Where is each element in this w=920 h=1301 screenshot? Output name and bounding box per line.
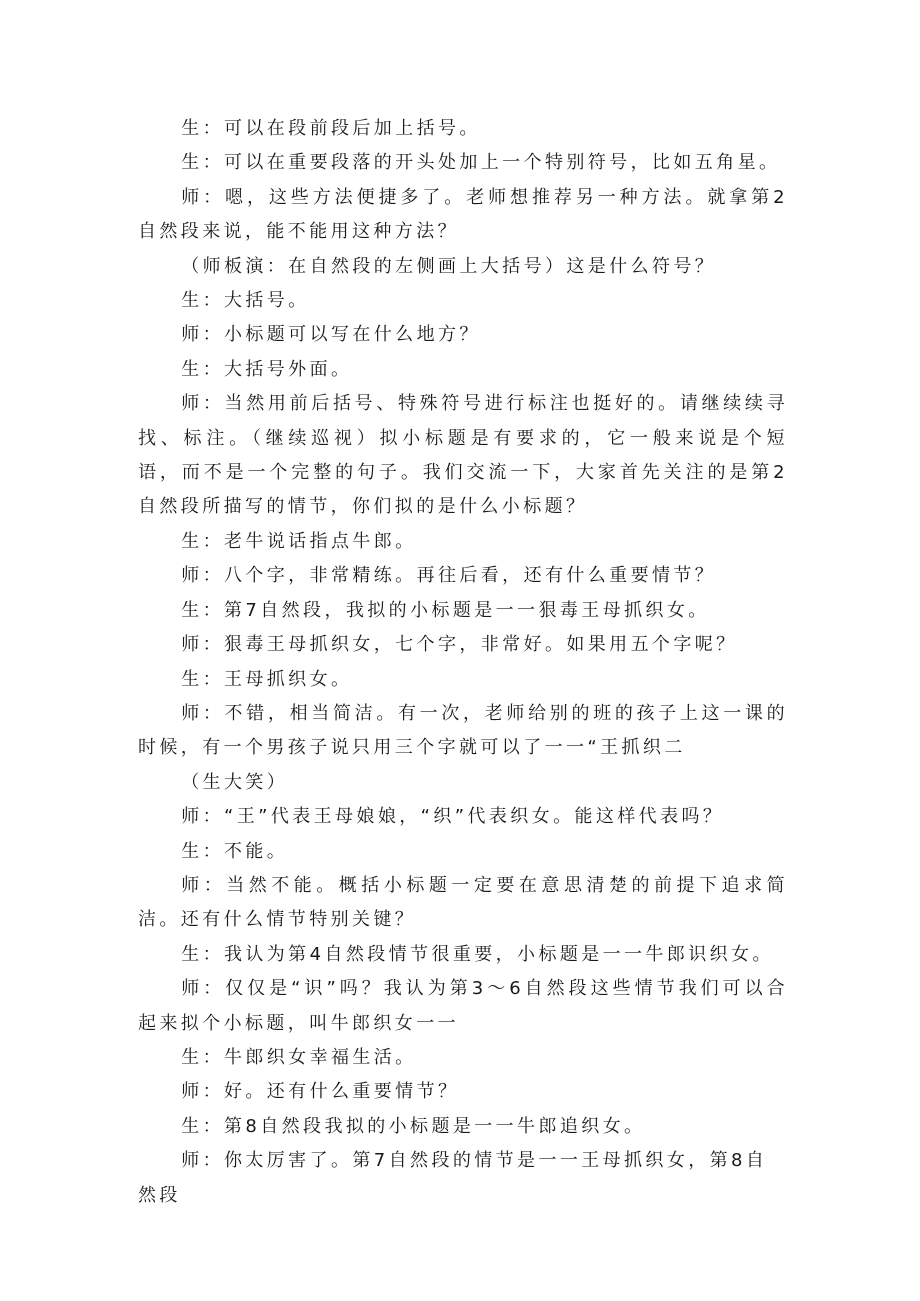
- paragraph: 生：大括号。: [181, 290, 310, 312]
- lesson-transcript: [138, 112, 788, 1213]
- paragraph: 生：老牛说话指点牛郎。: [181, 530, 417, 552]
- paragraph: 生：不能。: [181, 840, 289, 862]
- paragraph: 生：牛郎织女幸福生活。: [181, 1046, 417, 1068]
- paragraph: 师：小标题可以写在什么地方？: [181, 324, 481, 346]
- paragraph: 生：大括号外面。: [181, 358, 353, 380]
- paragraph: 师：嗯，这些方法便捷多了。老师想推荐另一种方法。就拿第2自然段来说，能不能用这种方法？: [138, 186, 788, 243]
- paragraph: 师：当然用前后括号、特殊符号进行标注也挺好的。请继续续寻找、标注。（继续巡视）拟小标题是有要求的，它一般来说是个短语，而不是一个完整的句子。我们交流一下，大家首先关注的是第2自然段所描写的情节，你们拟的是什么小标题？: [138, 393, 788, 518]
- paragraph: 师：八个字，非常精练。再往后看，还有什么重要情节？: [181, 565, 717, 587]
- paragraph: 师：好。还有什么重要情节？: [181, 1081, 460, 1103]
- paragraph: 生：王母抓织女。: [181, 668, 353, 690]
- paragraph: 师：你太厉害了。第7自然段的情节是一一王母抓织女，第8自然段: [138, 1150, 768, 1206]
- paragraph: 师：不错，相当简洁。有一次，老师给别的班的孩子上这一课的时候，有一个男孩子说只用三个字就可以了一一“王抓织二: [138, 702, 788, 759]
- paragraph: （师板演：在自然段的左侧画上大括号）这是什么符号？: [181, 255, 717, 277]
- paragraph: 生：可以在段前段后加上括号。: [181, 118, 481, 139]
- paragraph: 师：当然不能。概括小标题一定要在意思清楚的前提下追求简洁。还有什么情节特别关键？: [138, 874, 788, 931]
- paragraph: 师：狠毒王母抓织女，七个字，非常好。如果用五个字呢？: [181, 634, 738, 656]
- paragraph: （生大笑）: [181, 771, 289, 793]
- paragraph: 生：第8自然段我拟的小标题是一一牛郎追织女。: [181, 1115, 646, 1137]
- paragraph: 生：可以在重要段落的开头处加上一个特别符号，比如五角星。: [181, 152, 781, 174]
- paragraph: 生：第7自然段，我拟的小标题是一一狠毒王母抓织女。: [181, 599, 710, 621]
- paragraph: 师：“王”代表王母娘娘，“织”代表织女。能这样代表吗？: [181, 806, 725, 828]
- paragraph: 生：我认为第4自然段情节很重要，小标题是一一牛郎识织女。: [181, 943, 774, 965]
- paragraph: 师：仅仅是“识”吗？我认为第3～6自然段这些情节我们可以合起来拟个小标题，叫牛郎织女一一: [138, 978, 788, 1034]
